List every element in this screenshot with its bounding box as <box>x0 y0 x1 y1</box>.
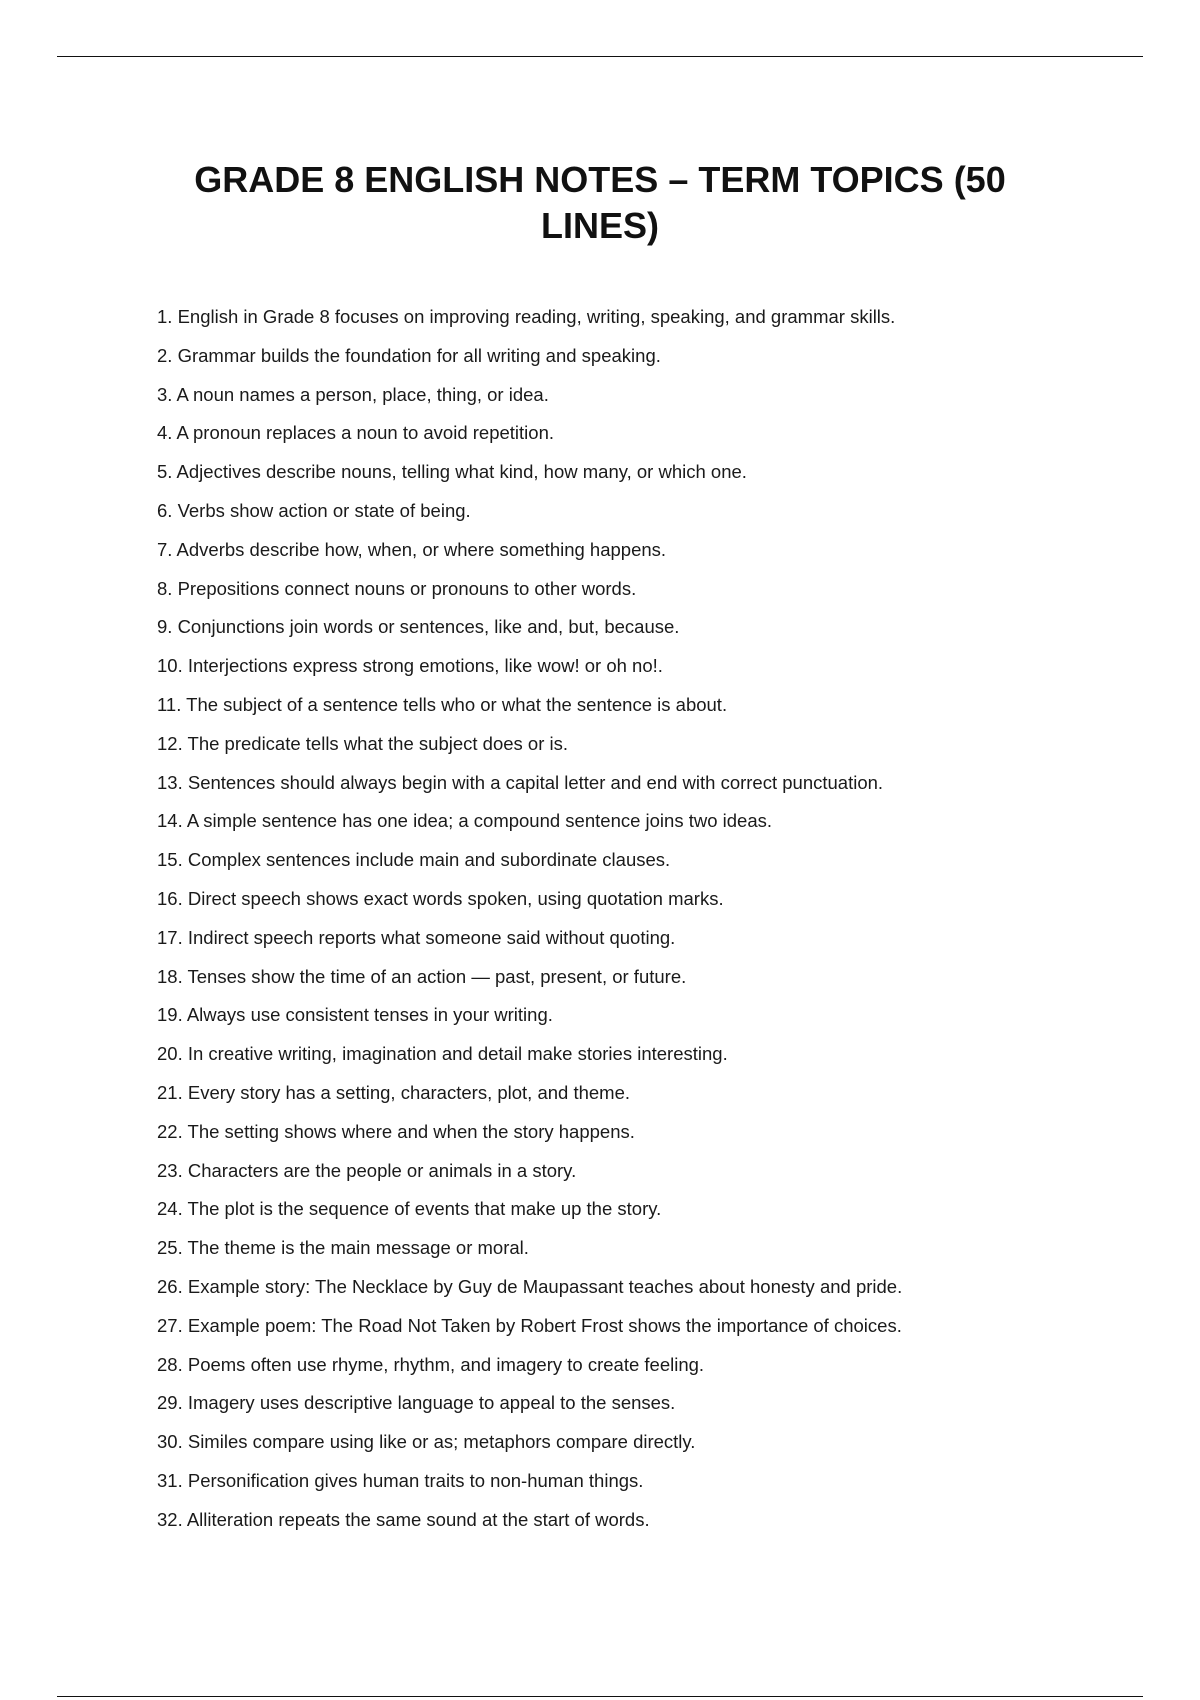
note-line: 4. A pronoun replaces a noun to avoid repetition. <box>157 422 555 444</box>
note-line: 29. Imagery uses descriptive language to appeal to the senses. <box>157 1392 676 1414</box>
note-line: 3. A noun names a person, place, thing, or idea. <box>157 383 549 405</box>
note-line: 24. The plot is the sequence of events that make up the story. <box>157 1198 662 1220</box>
note-line: 12. The predicate tells what the subject does or is. <box>157 732 569 754</box>
notes-list <box>157 298 1057 1540</box>
note-line: 27. Example poem: The Road Not Taken by Robert Frost shows the importance of choices. <box>157 1314 902 1336</box>
note-line: 7. Adverbs describe how, when, or where something happens. <box>157 538 667 560</box>
note-line: 32. Alliteration repeats the same sound at the start of words. <box>157 1508 650 1530</box>
bottom-divider <box>57 1696 1143 1697</box>
note-line: 20. In creative writing, imagination and detail make stories interesting. <box>157 1043 728 1065</box>
document-title: GRADE 8 ENGLISH NOTES – TERM TOPICS (50 LINES) <box>194 159 1006 246</box>
note-line: 31. Personification gives human traits to non-human things. <box>157 1469 644 1491</box>
note-line: 19. Always use consistent tenses in your writing. <box>157 1004 553 1026</box>
note-line: 13. Sentences should always begin with a capital letter and end with correct punctuation. <box>157 771 884 793</box>
note-line: 28. Poems often use rhyme, rhythm, and imagery to create feeling. <box>157 1353 705 1375</box>
note-line: 21. Every story has a setting, characters, plot, and theme. <box>157 1081 631 1103</box>
top-divider <box>57 56 1143 57</box>
note-line: 26. Example story: The Necklace by Guy de Maupassant teaches about honesty and pride. <box>157 1275 903 1297</box>
note-line: 17. Indirect speech reports what someone said without quoting. <box>157 926 676 948</box>
note-line: 30. Similes compare using like or as; metaphors compare directly. <box>157 1431 696 1453</box>
note-line: 23. Characters are the people or animals in a story. <box>157 1159 577 1181</box>
note-line: 8. Prepositions connect nouns or pronouns to other words. <box>157 577 637 599</box>
note-line: 16. Direct speech shows exact words spoken, using quotation marks. <box>157 887 724 909</box>
note-line: 25. The theme is the main message or moral. <box>157 1237 529 1259</box>
note-line: 22. The setting shows where and when the story happens. <box>157 1120 635 1142</box>
note-line: 1. English in Grade 8 focuses on improving reading, writing, speaking, and grammar skills. <box>157 306 896 327</box>
note-line: 14. A simple sentence has one idea; a compound sentence joins two ideas. <box>157 810 773 832</box>
note-line: 6. Verbs show action or state of being. <box>157 499 471 521</box>
note-line: 10. Interjections express strong emotions, like wow! or oh no!. <box>157 655 663 677</box>
note-line: 15. Complex sentences include main and subordinate clauses. <box>157 849 671 871</box>
note-line: 5. Adjectives describe nouns, telling what kind, how many, or which one. <box>157 461 747 483</box>
note-line: 9. Conjunctions join words or sentences, like and, but, because. <box>157 616 680 638</box>
note-line: 2. Grammar builds the foundation for all writing and speaking. <box>157 344 661 366</box>
note-line: 18. Tenses show the time of an action — past, present, or future. <box>157 965 687 987</box>
note-line: 11. The subject of a sentence tells who or what the sentence is about. <box>157 693 728 715</box>
